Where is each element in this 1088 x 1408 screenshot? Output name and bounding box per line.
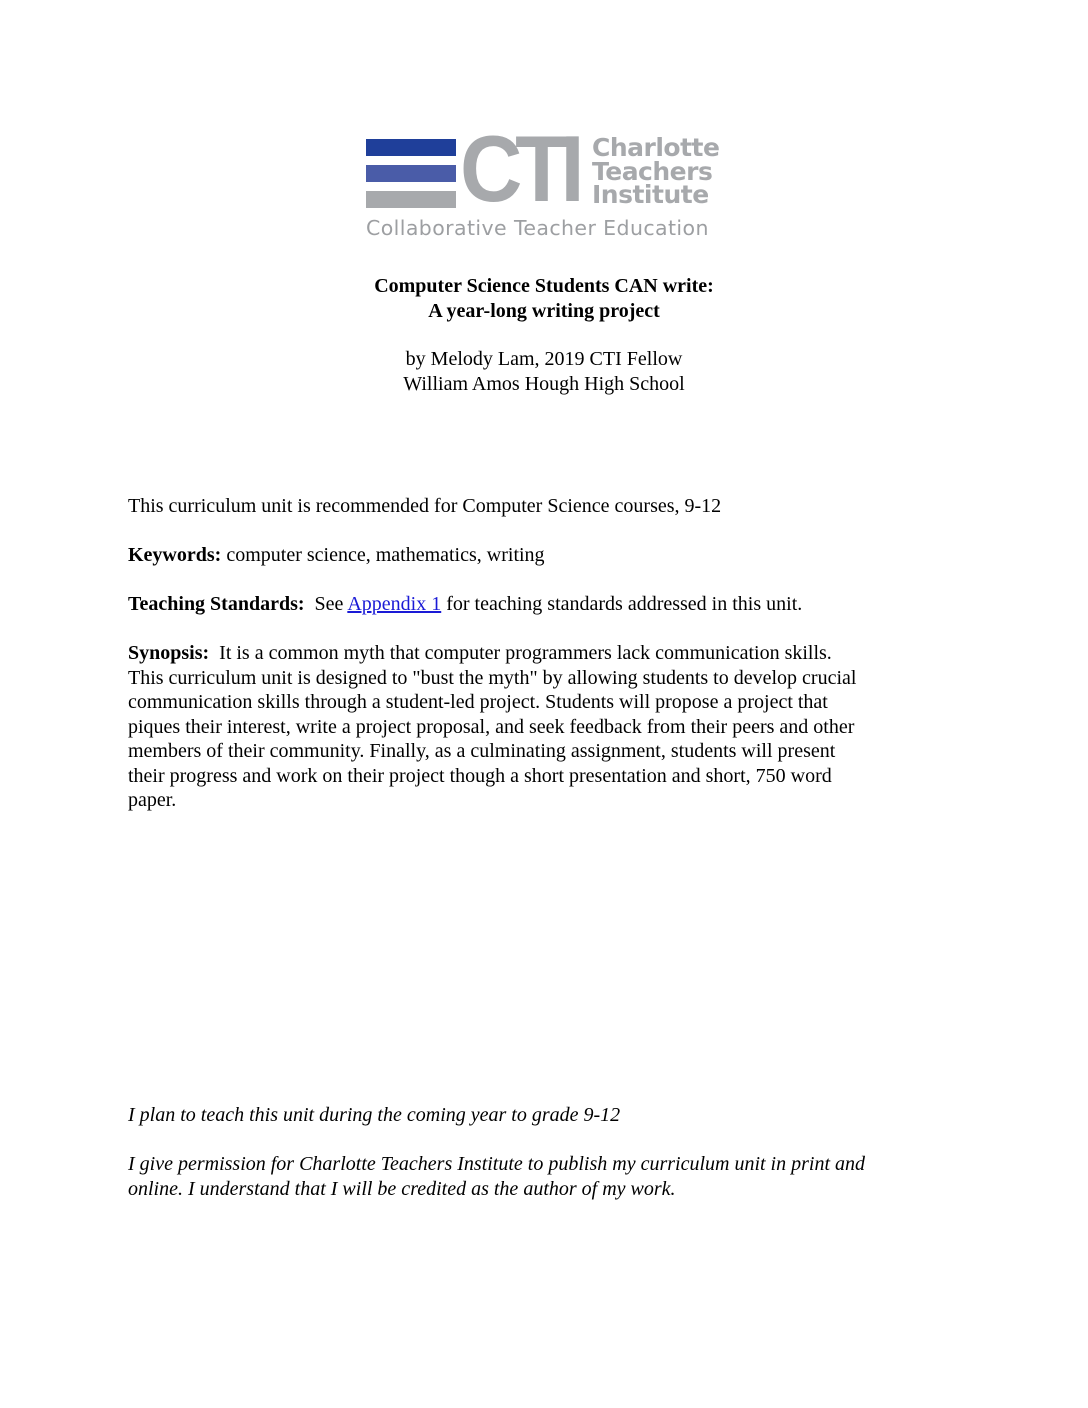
recommendation-paragraph (128, 494, 928, 519)
keywords-label: Keywords: (128, 544, 222, 566)
synopsis-line (128, 641, 918, 666)
logo-bar-mid-blue (366, 165, 456, 182)
cti-logo (366, 116, 720, 242)
appendix-1-link[interactable]: Appendix 1 (347, 593, 442, 615)
permission-line: online. I understand that I will be credited as the author of my work. (128, 1178, 676, 1200)
synopsis-line: members of their community. Finally, as a culminating assignment, students will present (128, 740, 836, 762)
teaching-plan-text: I plan to teach this unit during the coming year to grade 9-12 (128, 1104, 621, 1126)
logo-name-line: Charlotte (592, 133, 720, 162)
author-info (0, 347, 1088, 397)
synopsis-line: communication skills through a student-led project. Students will propose a project that (128, 691, 828, 713)
logo-name-line: Institute (592, 180, 709, 209)
synopsis-line: their progress and work on their project though a short presentation and short, 750 word (128, 764, 832, 787)
title-line-2: A year-long writing project (428, 299, 660, 322)
synopsis-label: Synopsis: (128, 642, 210, 664)
logo-tagline: Collaborative Teacher Education (366, 216, 709, 240)
keywords-text: computer science, mathematics, writing (221, 544, 545, 566)
teaching-standards-label: Teaching Standards: (128, 593, 305, 615)
synopsis-text: It is a common myth that computer programmers lack communication skills. (209, 642, 832, 664)
teaching-standards-post-text: for teaching standards addressed in this unit. (441, 593, 803, 615)
teaching-standards-paragraph (128, 592, 928, 617)
keywords-paragraph (128, 543, 928, 568)
logo-bar-gray (366, 191, 456, 208)
synopsis-line: This curriculum unit is designed to "bust the myth" by allowing students to develop crucial (128, 666, 857, 689)
logo-institute-name (592, 133, 720, 209)
synopsis-line: piques their interest, write a project proposal, and seek feedback from their peers and other (128, 715, 855, 738)
teaching-standards-pre-text: See (304, 593, 348, 615)
teaching-plan-statement (128, 1103, 948, 1128)
synopsis-paragraph (128, 641, 918, 813)
title-line-1: Computer Science Students CAN write: (374, 275, 714, 297)
author-byline: by Melody Lam, 2019 CTI Fellow (405, 348, 683, 370)
recommendation-text: This curriculum unit is recommended for Computer Science courses, 9-12 (128, 495, 722, 517)
synopsis-line: paper. (128, 789, 177, 811)
logo-name-line: Teachers (592, 156, 713, 186)
document-title (0, 274, 1088, 323)
permission-line: I give permission for Charlotte Teachers Institute to publish my curriculum unit in print and (128, 1153, 866, 1175)
author-school: William Amos Hough High School (403, 373, 685, 395)
permission-statement (128, 1152, 948, 1202)
logo-acronym: CTI (460, 116, 578, 221)
logo-bar-dark-blue (366, 139, 456, 156)
